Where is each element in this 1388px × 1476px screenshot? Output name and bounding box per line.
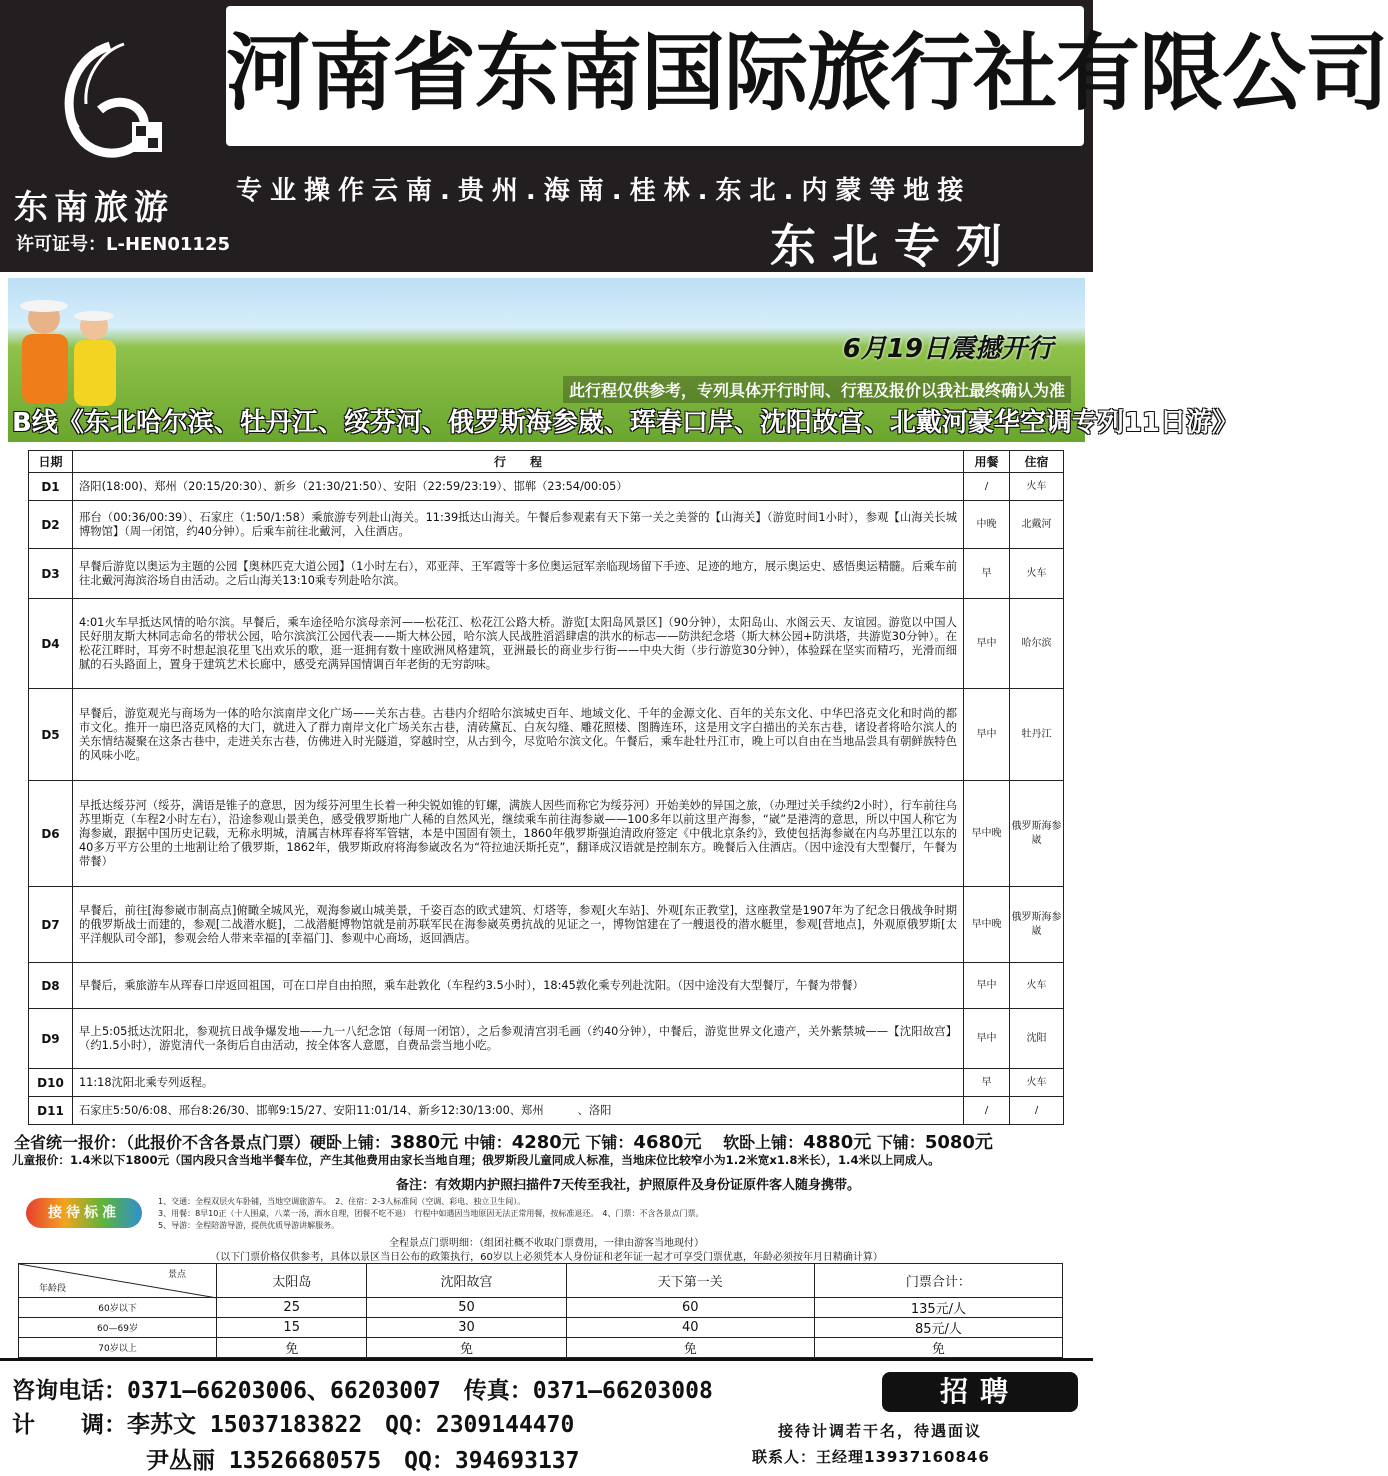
day-stay: 哈尔滨 (1010, 599, 1064, 689)
contact-phone: 咨询电话：0371—66203006、66203007 传真：0371—66203008 (12, 1378, 713, 1404)
day-label: D7 (29, 887, 73, 963)
child-price-note: 儿童报价：1.4米以下1800元（国内段只含当地半餐车位，产生其他费用由家长当地自理；俄罗斯段儿童同成人标准，当地床位比较窄小为1.2米宽x1.8米长），1.4米以上同成人。 (12, 1153, 940, 1167)
day-label: D3 (29, 549, 73, 599)
banner (8, 278, 1239, 442)
price-hard-lower: 4680元 (633, 1132, 702, 1153)
day-meal: 早中 (964, 1009, 1010, 1069)
ticket-cell: 免 (814, 1338, 1062, 1358)
day-meal: 早 (964, 549, 1010, 599)
day-label: D10 (29, 1069, 73, 1097)
table-row (19, 1298, 1063, 1318)
ticket-cell: 免 (367, 1338, 566, 1358)
day-label: D4 (29, 599, 73, 689)
day-meal: 早中 (964, 963, 1010, 1009)
price-label: 全省统一报价：（此报价不含各景点门票）硬卧上铺： (14, 1133, 391, 1152)
standard-line: 3、用餐：8早10正（十人围桌，八菜一汤，酒水自理，团餐不吃不退） 行程中如遇因当地原因无法正常用餐，按标准退还。 4、门票：不含各景点门票。 (158, 1209, 704, 1218)
day-stay: 牡丹江 (1010, 689, 1064, 781)
day-desc: 早餐后，游览观光与商场为一体的哈尔滨南岸文化广场——关东古巷。古巷内介绍哈尔滨城史百年、地域文化、千年的金源文化、百年的关东文化、中华巴洛克文化和时尚的都市文化。推开一扇巴洛克风格的大门，就进入了群力南岸文化广场关东古巷，清砖黛瓦、白灰勾缝、雕花照楼、图腾连环，这是用文字白描出的关东古巷，诸设者将哈尔滨人的关东情结凝聚在这条古巷中，走进关东古巷，仿佛进入时光隧道，穿越时空，从古到今，尽览哈尔滨文化。午餐后，乘车赴牡丹江市，晚上可以自由在当地品尝具有朝鲜族特色的风味小吃。 (73, 689, 964, 781)
day-label: D5 (29, 689, 73, 781)
day-desc: 11:18沈阳北乘专列返程。 (73, 1069, 964, 1097)
day-stay: 俄罗斯海参崴 (1010, 781, 1064, 887)
day-desc: 邢台（00:36/00:39）、石家庄（1:50/1:58）乘旅游专列赴山海关。11:39抵达山海关。午餐后参观素有天下第一关之美誉的【山海关】（游览时间1小时），参观【山海关长城博物馆】（周一闭馆，约40分钟）。后乘车前往北戴河，入住酒店。 (73, 501, 964, 549)
day-desc: 石家庄5:50/6:08、邢台8:26/30、邯郸9:15/27、安阳11:01/14、新乡12:30/13:00、郑州 、洛阳 (73, 1097, 964, 1125)
day-meal: 早中晚 (964, 781, 1010, 887)
contact-planner-2: 尹丛丽 13526680575 QQ：394693137 (146, 1448, 580, 1474)
table-row (29, 689, 1064, 781)
day-label: D8 (29, 963, 73, 1009)
age-group: 60岁以下 (19, 1298, 217, 1318)
standard-line: 1、交通：全程双层火车卧铺，当地空调旅游车。 2、住宿：2-3人标准间（空调、彩电、独立卫生间）。 (158, 1197, 526, 1206)
standard-line: 5、导游：全程陪游导游，提供优质导游讲解服务。 (158, 1221, 340, 1230)
itinerary-table (28, 450, 1064, 1125)
price-hard-mid-label: 中铺： (463, 1133, 512, 1152)
ticket-cell: 免 (566, 1338, 814, 1358)
header-route: 行 程 (73, 451, 964, 473)
day-label: D11 (29, 1097, 73, 1125)
ticket-cell: 免 (217, 1338, 367, 1358)
table-row (19, 1338, 1063, 1358)
tickets-title: 全程景点门票明细：（组团社概不收取门票费用，一律由游客当地现付） (389, 1238, 704, 1249)
price-soft-lower-label: 下铺： (876, 1133, 925, 1152)
age-group: 70岁以上 (19, 1338, 217, 1358)
header (0, 0, 1388, 273)
day-stay: 火车 (1010, 963, 1064, 1009)
table-row (29, 887, 1064, 963)
corner-top-label: 景点 (167, 1270, 186, 1280)
itinerary-header-row (29, 451, 1064, 473)
day-stay: 火车 (1010, 1069, 1064, 1097)
reception-standard-badge: 接待标准 (26, 1198, 142, 1228)
day-label: D2 (29, 501, 73, 549)
ticket-cell: 15 (217, 1318, 367, 1338)
tickets-header-row (19, 1264, 1063, 1298)
day-meal: 早中 (964, 689, 1010, 781)
price-soft-upper-label: 软卧上铺： (723, 1133, 804, 1152)
day-stay: / (1010, 1097, 1064, 1125)
table-row (29, 549, 1064, 599)
table-row (29, 781, 1064, 887)
day-stay: 火车 (1010, 549, 1064, 599)
day-desc: 早抵达绥芬河（绥芬，满语是锥子的意思，因为绥芬河里生长着一种尖锐如锥的钉螺，满族人因些而称它为绥芬河）开始美妙的异国之旅，（办理过关手续约2小时），行车前往乌苏里斯克（车程2小时左右），沿途参观山景美色，感受俄罗斯地广人稀的自然风光，继续乘车前往海参崴——100多年以前这里产海参，“崴”是港湾的意思，所以中国人称它为海参崴，跟据中国历史记载，无称永明城，清属吉林珲春将军管辖，本是中国固有领土，1860年俄罗斯强迫清政府签定《中俄北京条约》，致使包括海参崴在内乌苏里江以东的40多万平方公里的土地割让给了俄罗斯，1862年，俄罗斯政府将海参崴改名为“符拉迪沃斯托克”，翻译成汉语就是控制东方。晚餐后入住酒店。（因中途没有大型餐厅，午餐为带餐） (73, 781, 964, 887)
ticket-col-header: 门票合计： (814, 1264, 1062, 1298)
day-meal: 中晚 (964, 501, 1010, 549)
ticket-cell: 135元/人 (814, 1298, 1062, 1318)
day-meal: 早 (964, 1069, 1010, 1097)
price-hard-upper: 3880元 (390, 1132, 459, 1153)
day-desc: 早餐后，前往[海参崴市制高点]俯瞰全城风光，观海参崴山城美景，千姿百态的欧式建筑、灯塔等，参观[火车站]、外观[东正教堂]，这座教堂是1907年为了纪念日俄战争时期的俄罗斯战士而建的，参观[二战潜水艇]，二战潜艇博物馆就是前苏联军民在海参崴英勇抗战的见证之一，博物馆建在了一艘退役的潜水艇里，参观[营地点]，外观原俄罗斯[太平洋舰队司令部]，参观会给人带来幸福的[幸福门]、参观中心商场，返回酒店。 (73, 887, 964, 963)
day-stay: 俄罗斯海参崴 (1010, 887, 1064, 963)
age-group: 60—69岁 (19, 1318, 217, 1338)
ticket-cell: 30 (367, 1318, 566, 1338)
table-row (29, 1069, 1064, 1097)
table-row (29, 1009, 1064, 1069)
price-hard-mid: 4280元 (511, 1132, 580, 1153)
table-row (19, 1318, 1063, 1338)
banner-note: 此行程仅供参考，专列具体开行时间、行程及报价以我社最终确认为准 (563, 376, 1071, 403)
price-hard-lower-label: 下铺： (585, 1133, 634, 1152)
tickets-note: （以下门票价格仅供参考，具体以景区当日公布的政策执行，60岁以上必须凭本人身份证和老年证一起才可享受门票优惠，年龄必须按年月日精确计算） (210, 1252, 883, 1263)
recruit-title: 招聘 (882, 1372, 1078, 1412)
ticket-col-header: 天下第一关 (566, 1264, 814, 1298)
price-line (14, 1128, 993, 1154)
day-meal: 早中晚 (964, 887, 1010, 963)
ticket-col-header: 太阳岛 (217, 1264, 367, 1298)
footer-divider (0, 1358, 1093, 1361)
day-stay: 沈阳 (1010, 1009, 1064, 1069)
ticket-col-header: 沈阳故宫 (367, 1264, 566, 1298)
brand-name: 东南旅游 (14, 188, 174, 228)
recruit-text: 接待计调若干名，待遇面议 (778, 1422, 983, 1440)
table-row (29, 1097, 1064, 1125)
day-desc: 洛阳(18:00)、郑州（20:15/20:30）、新乡（21:30/21:50）、安阳（22:59/23:19）、邯郸（23:54/00:05） (73, 473, 964, 501)
day-label: D9 (29, 1009, 73, 1069)
day-desc: 早上5:05抵达沈阳北，参观抗日战争爆发地——九一八纪念馆（每周一闭馆），之后参观清宫羽毛画（约40分钟），中餐后，游览世界文化遗产，关外紫禁城——【沈阳故宫】（约1.5小时），游览清代一条街后自由活动，按全体客人意愿，自费品尝当地小吃。 (73, 1009, 964, 1069)
ticket-cell: 50 (367, 1298, 566, 1318)
tourists-photo-icon (8, 288, 138, 408)
day-desc: 4:01火车早抵达风情的哈尔滨。早餐后，乘车途径哈尔滨母亲河——松花江、松花江公路大桥。游览[太阳岛风景区]（90分钟），太阳岛山、水阁云天、友谊园。游览以中国人民好朋友斯大林同志命名的带状公园，哈尔滨滨江公园代表——斯大林公园，哈尔滨人民战胜滔滔肆虐的洪水的标志——防洪纪念塔（斯大林公园+防洪塔，共游览30分钟）。在松花江畔时，耳旁不时想起浪花里飞出欢乐的歌，逛一逛拥有数十座欧洲风格建筑，亚洲最长的商业步行街——中央大街（步行游览30分钟），体验踩在坚实而精巧，光滑而细腻的石头路面上，置身于建筑艺术长廊中，感受充满异国情调百年老街的无穷韵味。 (73, 599, 964, 689)
remark: 备注：有效期内护照扫描件7天传至我社，护照原件及身份证原件客人随身携带。 (396, 1178, 861, 1193)
table-row (29, 473, 1064, 501)
day-meal: / (964, 473, 1010, 501)
table-row (29, 963, 1064, 1009)
special-train-title: 东北专列 (770, 219, 1018, 273)
departure-date: 6月19日震撼开行 (842, 334, 1053, 364)
header-stay: 住宿 (1010, 451, 1064, 473)
table-row (29, 599, 1064, 689)
route-title: B线《东北哈尔滨、牡丹江、绥芬河、俄罗斯海参崴、珲春口岸、沈阳故宫、北戴河豪华空调专列11日游》 (12, 408, 1239, 438)
license-number: 许可证号：L-HEN01125 (16, 234, 230, 255)
company-logo-icon (40, 38, 180, 168)
contact-planner-1: 计 调：李苏文 15037183822 QQ：2309144470 (12, 1412, 575, 1438)
ticket-cell: 25 (217, 1298, 367, 1318)
day-desc: 早餐后，乘旅游车从珲春口岸返回祖国，可在口岸自由拍照，乘车赴敦化（车程约3.5小时），18:45敦化乘专列赴沈阳。（因中途没有大型餐厅，午餐为带餐） (73, 963, 964, 1009)
day-stay: 北戴河 (1010, 501, 1064, 549)
header-meal: 用餐 (964, 451, 1010, 473)
header-day: 日期 (29, 451, 73, 473)
day-meal: / (964, 1097, 1010, 1125)
ticket-cell: 60 (566, 1298, 814, 1318)
day-label: D1 (29, 473, 73, 501)
company-name: 河南省东南国际旅行社有限公司 (226, 23, 1388, 122)
day-desc: 早餐后游览以奥运为主题的公园【奥林匹克大道公园】（1小时左右），邓亚萍、王军霞等十多位奥运冠军亲临现场留下手迹、足迹的地方，展示奥运史、感悟奥运精髓。后乘车前往北戴河海滨浴场自由活动。之后山海关13:10乘专列赴哈尔滨。 (73, 549, 964, 599)
ticket-cell: 85元/人 (814, 1318, 1062, 1338)
day-label: D6 (29, 781, 73, 887)
day-stay: 火车 (1010, 473, 1064, 501)
corner-bottom-label: 年龄段 (39, 1284, 67, 1294)
specialty-line: 专业操作云南.贵州.海南.桂林.东北.内蒙等地接 (236, 176, 972, 206)
tickets-table (18, 1263, 1063, 1358)
price-soft-lower: 5080元 (924, 1132, 993, 1153)
price-soft-upper: 4880元 (803, 1132, 872, 1153)
day-meal: 早中 (964, 599, 1010, 689)
ticket-cell: 40 (566, 1318, 814, 1338)
tickets-corner (19, 1264, 217, 1298)
reception-standard-notes (158, 1196, 1058, 1232)
recruit-contact: 联系人：王经理13937160846 (752, 1448, 990, 1466)
table-row (29, 501, 1064, 549)
